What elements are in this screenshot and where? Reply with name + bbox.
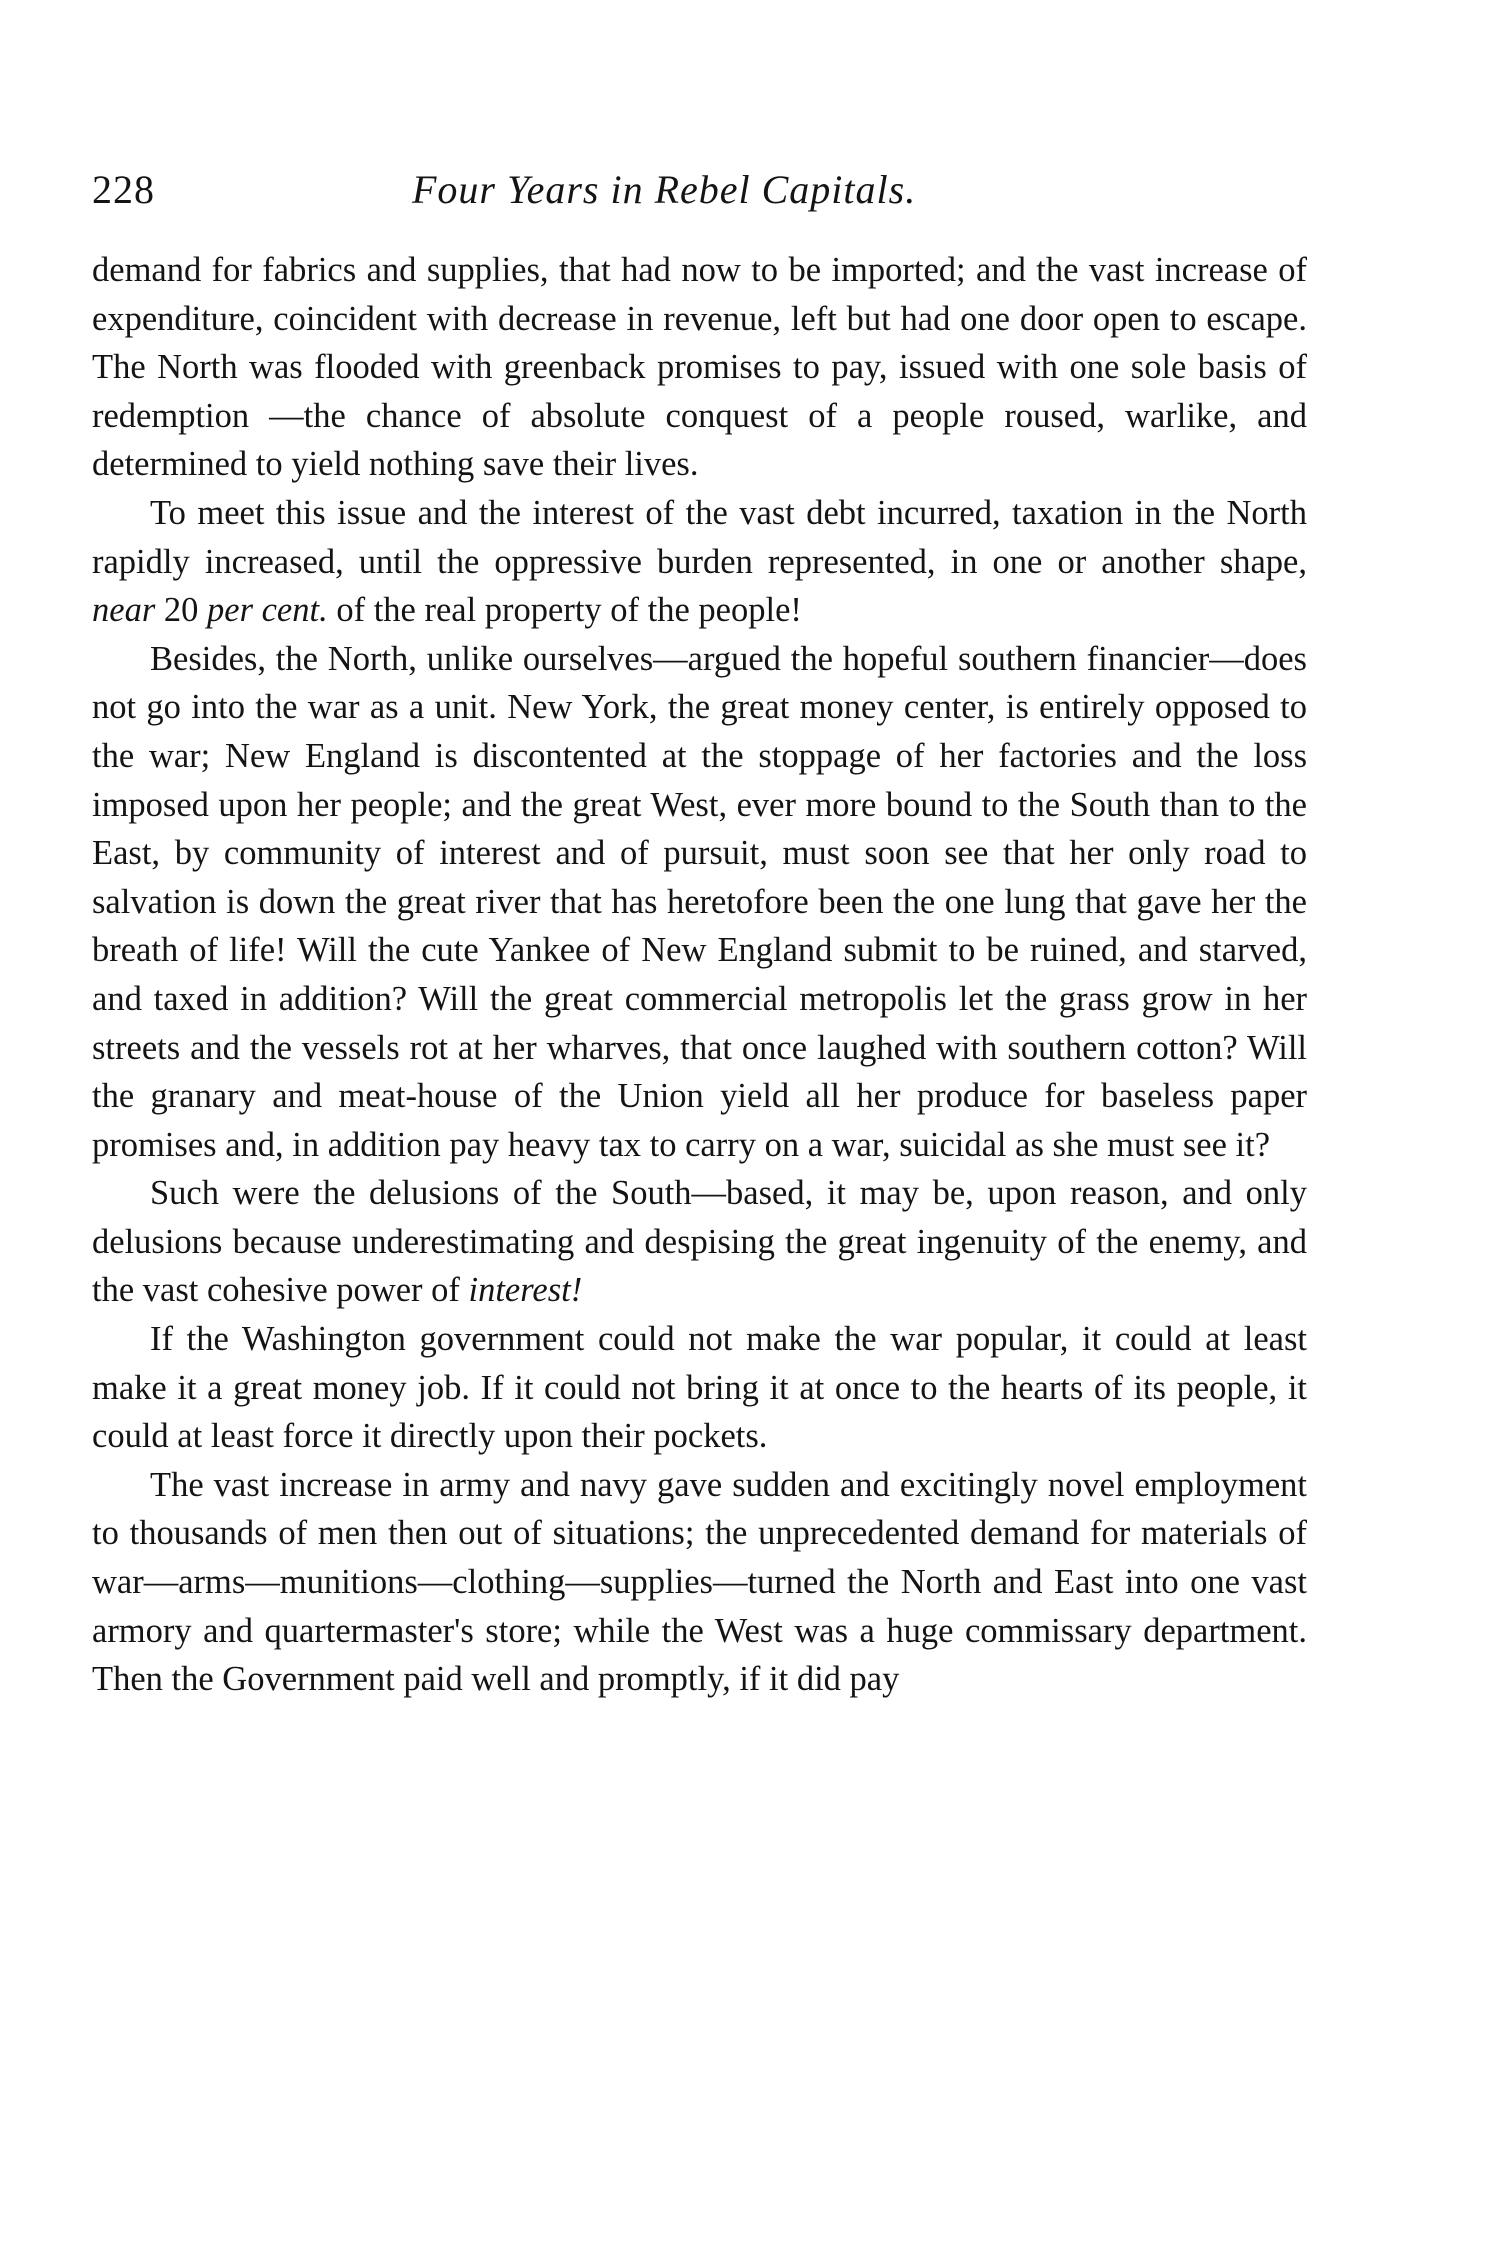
italic-text: interest! [468, 1271, 583, 1310]
paragraph [92, 635, 1307, 1170]
text-run: of the real property of the people! [327, 591, 802, 630]
page-number: 228 [92, 167, 155, 212]
text-run: Besides, the North, unlike ourselves—argued the hopeful southern financier—does not go into the war as a unit. New York, the great money center, is entirely opposed to the war; New England is discontented at the stoppage of her factories and the loss imposed upon her people; and the great West, ever more bound to the South than to the East, by community of interest and of pursuit, must soon see that her only road to salvation is down the great river that has heretofore been the one lung that gave her the breath of life! Will the cute Yankee of New England submit to be ruined, and starved, and taxed in addition? Will the great commercial metropolis let the grass grow in her streets and the vessels rot at her wharves, that once laughed with southern cotton? Will the granary and meat-house of the Union yield all her produce for baseless paper promises and, in addition pay heavy tax to carry on a war, suicidal as she must see it? [92, 639, 1307, 1164]
paragraph [92, 489, 1307, 635]
text-run: 20 [155, 591, 207, 630]
paragraph [92, 1461, 1307, 1704]
text-run: To meet this issue and the interest of the vast debt incurred, taxation in the North rapidly increased, until the oppressive burden represented, in one or another shape, [92, 493, 1307, 581]
italic-text: near [92, 591, 156, 630]
text-run: The vast increase in army and navy gave sudden and excitingly novel employment to thousands of men then out of situations; the unprecedented demand for materials of war—arms—munitions—clothing—supplies—turned the North and East into one vast armory and quartermaster's store; while the West was a huge commissary department. Then the Government paid well and promptly, if it did pay [92, 1465, 1307, 1699]
running-title: Four Years in Rebel Capitals. [412, 167, 917, 212]
paragraph [92, 1315, 1307, 1461]
italic-text: per cent. [207, 591, 328, 630]
body-text [92, 246, 1307, 1704]
text-run: demand for fabrics and supplies, that had now to be imported; and the vast increase of expenditure, coincident with decrease in revenue, left but had one door open to escape. The North was flooded with greenback promises to pay, issued with one sole basis of redemption —the chance of absolute conquest of a people roused, warlike, and determined to yield nothing save their lives. [92, 251, 1307, 484]
text-run: If the Washington government could not make the war popular, it could at least make it a great money job. If it could not bring it at once to the hearts of its people, it could at least force it directly upon their pockets. [92, 1320, 1307, 1456]
paragraph [92, 246, 1307, 489]
running-head [92, 160, 1307, 220]
paragraph [92, 1169, 1307, 1315]
text-run: Such were the delusions of the South—based, it may be, upon reason, and only delusions because underestimating and despising the great ingenuity of the enemy, and the vast cohesive power of [92, 1174, 1307, 1310]
